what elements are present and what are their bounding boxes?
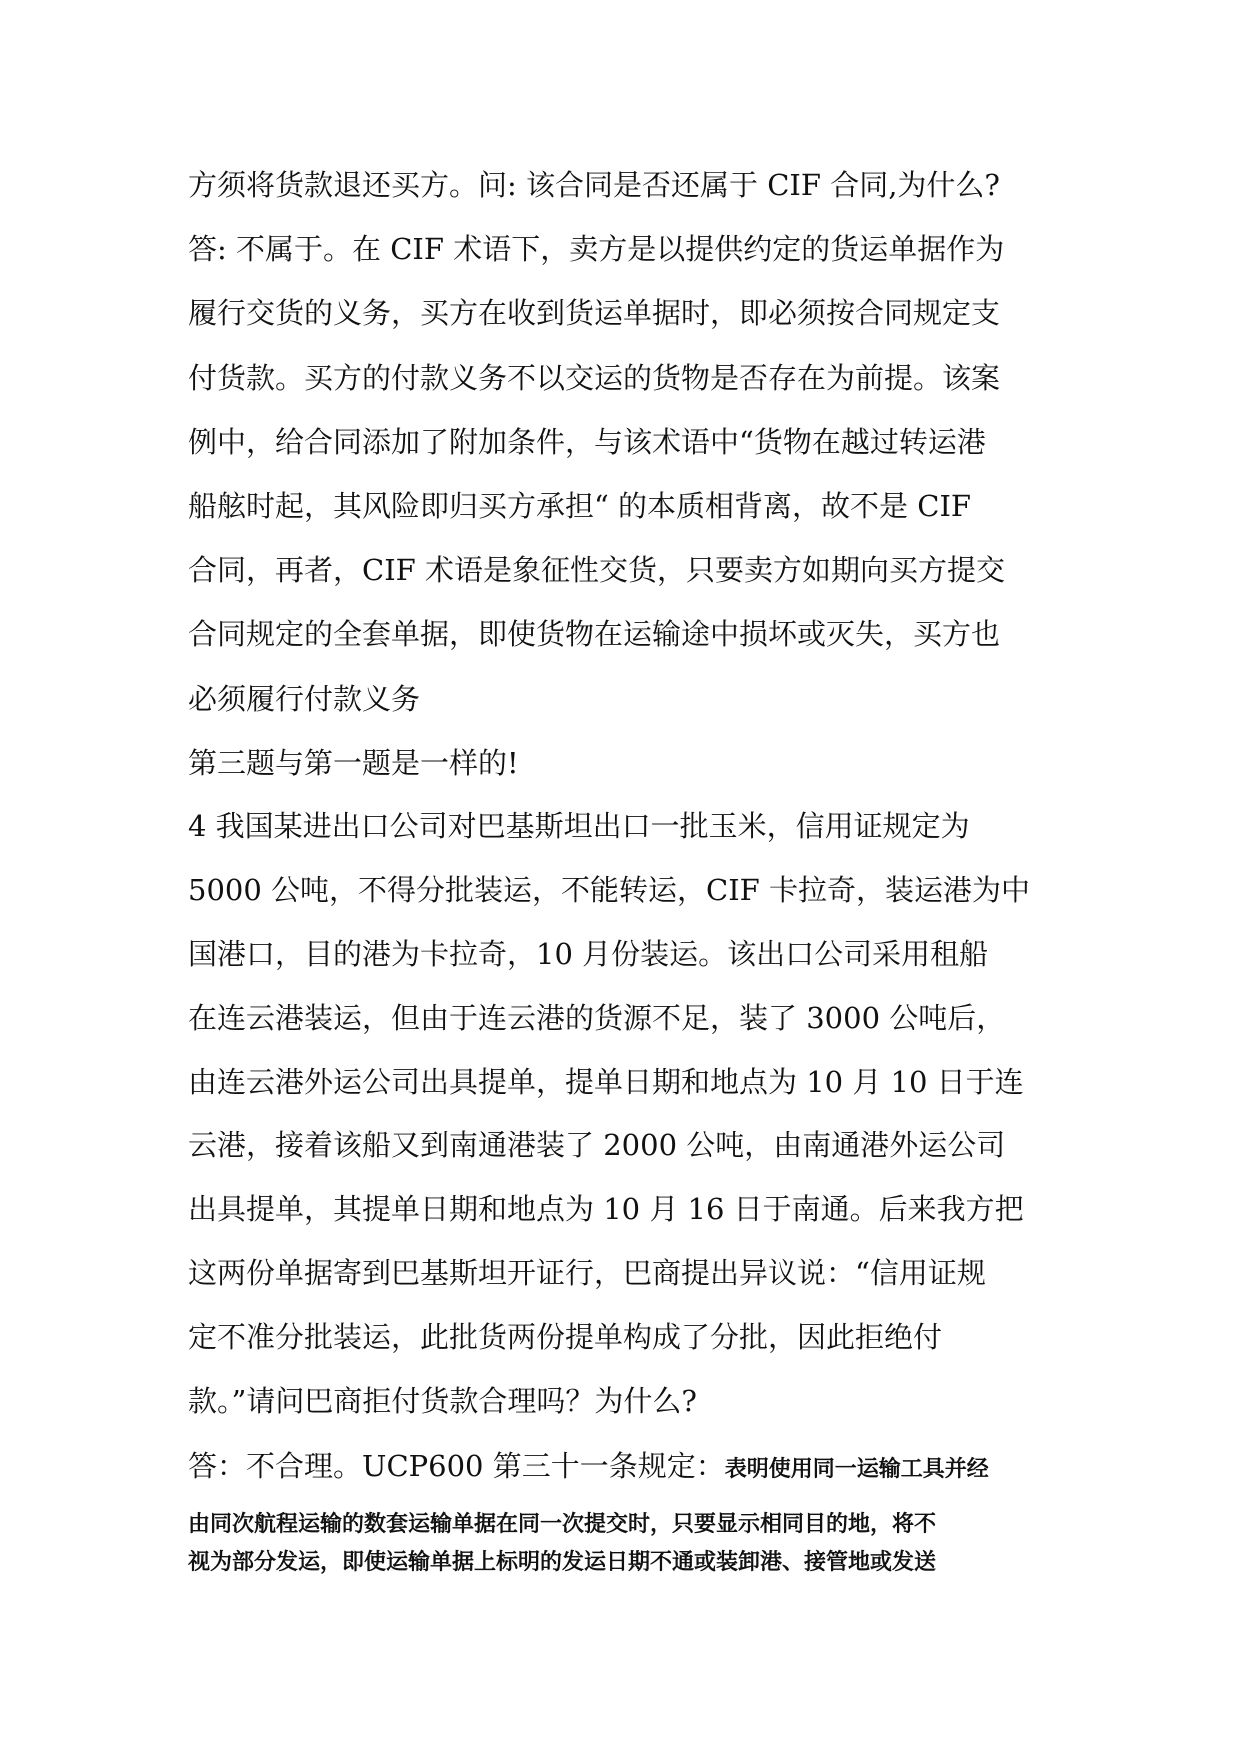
text-line: 云港，接着该船又到南通港装了 2000 公吨，由南通港外运公司 <box>188 1128 1006 1162</box>
text-line: 合同，再者，CIF 术语是象征性交货，只要卖方如期向买方提交 <box>188 553 1005 587</box>
text-line: 定不准分批装运，此批货两份提单构成了分批，因此拒绝付 <box>188 1320 943 1354</box>
text-line: 方须将货款退还买方。问: 该合同是否还属于 CIF 合同,为什么? <box>188 168 1000 202</box>
answer-bold-line: 由同次航程运输的数套运输单据在同一次提交时，只要显示相同目的地，将不 <box>188 1512 937 1537</box>
text-line: 4 我国某进出口公司对巴基斯坦出口一批玉米，信用证规定为 <box>188 809 970 843</box>
text-line: 必须履行付款义务 <box>188 682 421 716</box>
answer-prefix: 答：不合理。UCP600 第三十一条规定： <box>188 1449 725 1483</box>
text-line: 履行交货的义务，买方在收到货运单据时，即必须按合同规定支 <box>188 296 1001 330</box>
text-line: 第三题与第一题是一样的! <box>188 746 519 780</box>
text-line: 由连云港外运公司出具提单，提单日期和地点为 10 月 10 日于连 <box>188 1065 1024 1099</box>
text-line: 付货款。买方的付款义务不以交运的货物是否存在为前提。该案 <box>188 361 1001 395</box>
answer-line <box>188 1446 1068 1490</box>
text-line: 答: 不属于。在 CIF 术语下，卖方是以提供约定的货运单据作为 <box>188 232 1005 266</box>
text-line: 这两份单据寄到巴基斯坦开证行，巴商提出异议说：“信用证规 <box>188 1256 986 1290</box>
text-line: 船舷时起，其风险即归买方承担“ 的本质相背离，故不是 CIF <box>188 489 972 523</box>
text-line: 在连云港装运，但由于连云港的货源不足，装了 3000 公吨后， <box>188 1001 1006 1035</box>
text-line: 例中，给合同添加了附加条件，与该术语中“货物在越过转运港 <box>188 425 986 459</box>
answer-bold-text: 表明使用同一运输工具并经 <box>724 1457 989 1482</box>
text-line: 款。”请问巴商拒付货款合理吗？为什么? <box>188 1384 697 1418</box>
text-line: 合同规定的全套单据，即使货物在运输途中损坏或灭失，买方也 <box>188 617 1001 651</box>
text-line: 国港口，目的港为卡拉奇，10 月份装运。该出口公司采用租船 <box>188 937 989 971</box>
text-line: 5000 公吨，不得分批装运，不能转运，CIF 卡拉奇，装运港为中 <box>188 873 1031 907</box>
text-line: 出具提单，其提单日期和地点为 10 月 16 日于南通。后来我方把 <box>188 1192 1024 1226</box>
answer-bold-line: 视为部分发运，即使运输单据上标明的发运日期不通或装卸港、接管地或发送 <box>188 1550 937 1575</box>
